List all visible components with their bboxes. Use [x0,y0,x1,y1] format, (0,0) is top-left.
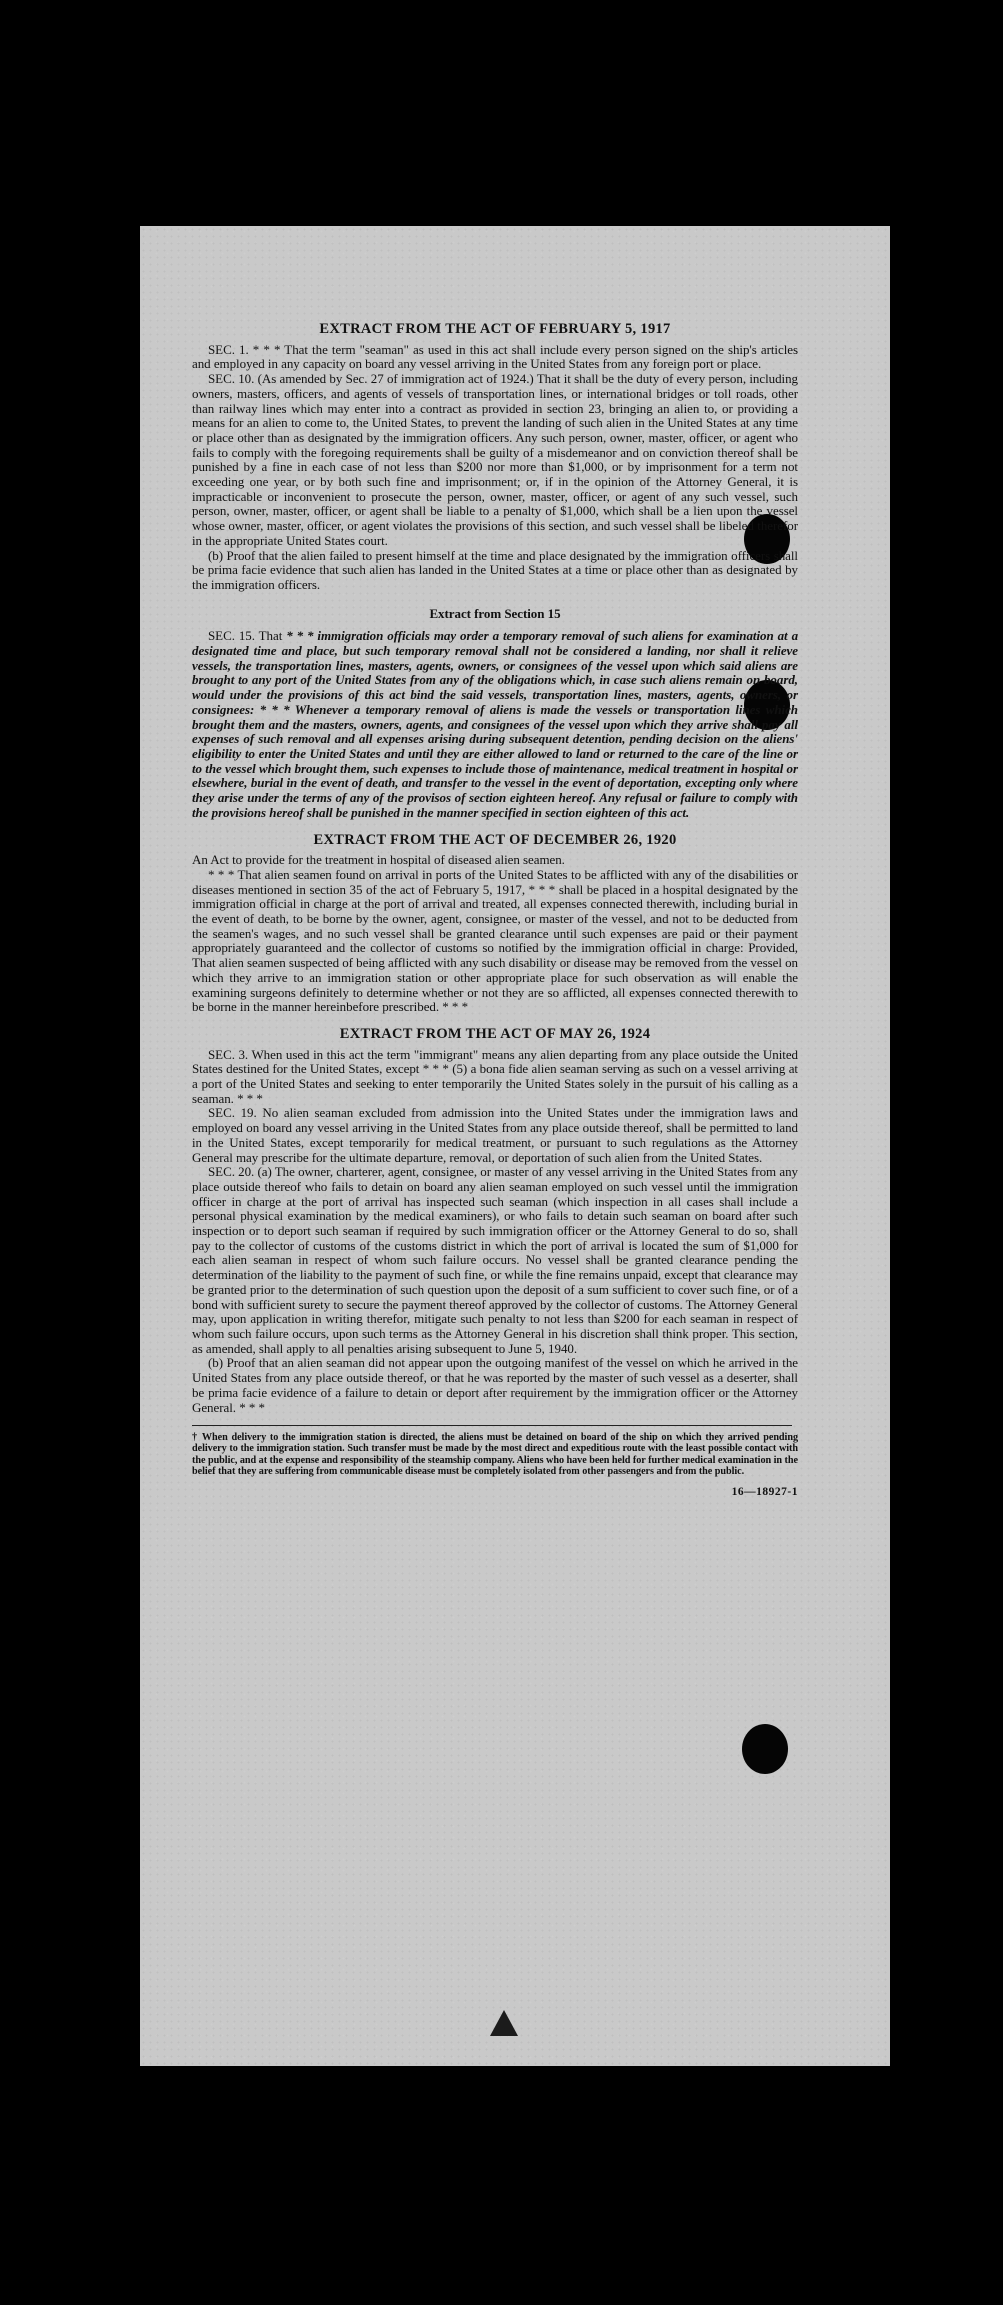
paragraph [192,629,798,820]
paragraph: SEC. 10. (As amended by Sec. 27 of immigration act of 1924.) That it shall be the duty of every person, including owners, masters, officers, and agents of vessels of transportation lines, or international bridges or toll roads, other than railway lines which may enter into a contract as provided in section 23, bringing an alien to, or providing a means for an alien to come to, the United States, to prevent the landing of such alien in the United States at any time or place other than as designated by the immigration officers. Any such person, owner, master, officer, or agent who fails to comply with the foregoing requirements shall be guilty of a misdemeanor and on conviction thereof shall be punished by a fine in each case of not less than $200 nor more than $1,000, or by imprisonment for a term not exceeding one year, or by both such fine and imprisonment; or, if in the opinion of the Attorney General, it is impracticable or inconvenient to prosecute the person, owner, master, officer, or agent of any such vessel, such person, owner, master, officer, or agent shall be liable to a penalty of $1,000, which shall be a lien upon the vessel whose owner, master, officer, or agent violates the provisions of this section, and such vessel shall be libeled therefor in the appropriate United States court. [192,371,798,548]
document-page [140,226,890,2066]
paragraph: SEC. 20. (a) The owner, charterer, agent, consignee, or master of any vessel arriving in the United States from any place outside thereof who fails to detain on board any alien seaman employed on such vessel until the immigration officer in charge at the port of arrival has inspected such seaman (which inspection in all cases shall include a personal physical examination by the medical examiners), or who fails to detain such seaman on board after such inspection or to deport such seaman if required by such immigration officer or the Attorney General to do so, shall pay to the collector of customs of the customs district in which the port of arrival is located the sum of $1,000 for each alien seaman in respect of whom such failure occurs. No vessel shall be granted clearance pending the determination of the liability to the payment of such fine, or while the fine remains unpaid, except that clearance may be granted prior to the determination of such question upon the deposit of a sum sufficient to cover such fine, or of a bond with sufficient surety to secure the payment thereof approved by the collector of customs. The Attorney General may, upon application in writing therefor, mitigate such penalty to not less than $200 for each seaman in respect of whom such failure occurs, upon such terms as the Attorney General in his discretion shall think proper. This section, as amended, shall apply to all penalties arising subsequent to June 5, 1940. [192,1164,798,1356]
punch-hole [742,1724,788,1774]
paragraph: An Act to provide for the treatment in hospital of diseased alien seamen. [192,852,565,868]
footnote: † When delivery to the immigration station is directed, the aliens must be detained on board of the ship on which they arrived pending delivery to the immigration station. Such transfer must be made by the most direct and expeditious route with the least possible contact with the public, and at the expense and responsibility of the steamship company. Aliens who have been held for further medical examination in the belief that they are suffering from communicable disease must be completely isolated from other passengers and from the public. [192,1432,798,1477]
paragraph: SEC. 19. No alien seaman excluded from admission into the United States under the immigration laws and employed on board any vessel arriving in the United States from any place outside thereof, shall be permitted to land in the United States, except temporarily for medical treatment, or pursuant to such regulations as the Attorney General may prescribe for the ultimate departure, removal, or deportation of such alien from the United States. [192,1105,798,1165]
paragraph: SEC. 1. * * * That the term "seaman" as used in this act shall include every person signed on the ship's articles and employed in any capacity on board any vessel arriving in the United States from any foreign port or place. [192,341,798,372]
section-heading: EXTRACT FROM THE ACT OF DECEMBER 26, 1920 [313,831,677,848]
paragraph: (b) Proof that the alien failed to present himself at the time and place designated by the immigration officers shall be prima facie evidence that such alien has landed in the United States at a time or place other than as designated by the immigration officers. [192,547,798,592]
paragraph: (b) Proof that an alien seaman did not appear upon the outgoing manifest of the vessel on which he arrived in the United States from any place outside thereof, or that he was reported by the master of such vessel as a deserter, shall be prima facie evidence of a failure to detain or deport after requirement by the immigration officer or the Attorney General. * * * [192,1355,798,1415]
ink-mark [490,2010,518,2036]
footnote-rule [192,1425,792,1426]
italic-text: * * * immigration officials may order a temporary removal of such aliens for examination at a designated time and place, but such temporary removal shall not be considered a landing, nor shall it relieve vessels, the transportation lines, masters, agents, owners, or consignees of the vessel upon which said aliens are brought to any port of the United States from any of the obligations which, in case such aliens remain on board, would under the provisions of this act bind the said vessels, transportation lines, masters, agents, owners, or consignees: * * * Whenever a temporary removal of aliens is made the vessels or transportation lines which brought them and the masters, owners, agents, and consignees of the vessel upon which they arrive shall pay all expenses of such removal and all expenses arising during subsequent detention, pending decision on the aliens' eligibility to enter the United States and until they are either allowed to land or returned to the care of the line or to the vessel which brought them, such expenses to include those of maintenance, medical treatment in hospital or elsewhere, burial in the event of death, and transfer to the vessel in the event of deportation, excepting only where they arise under the terms of any of the provisos of section eighteen hereof. Any refusal or failure to comply with the provisions hereof shall be punished in the manner specified in section eighteen of this act. [192,628,799,820]
section-heading: EXTRACT FROM THE ACT OF MAY 26, 1924 [339,1025,651,1042]
section-subheading: Extract from Section 15 [429,605,561,621]
paragraph: SEC. 3. When used in this act the term "immigrant" means any alien departing from any place outside the United States destined for the United States, except * * * (5) a bona fide alien seaman serving as such on a vessel arriving at a port of the United States and seeking to enter temporarily the United States solely in the pursuit of his calling as a seaman. * * * [192,1046,798,1106]
paragraph: * * * That alien seamen found on arrival in ports of the United States to be afflicted with any of the disabilities or diseases mentioned in section 35 of the act of February 5, 1917, * * * shall be placed in a hospital designated by the immigration official in charge at the port of arrival and treated, all expenses connected therewith, including burial in the event of death, to be borne by the owner, agent, consignee, or master of the vessel, and not to be deducted from the seamen's wages, and no such vessel shall be granted clearance until such expenses are paid or their payment appropriately guaranteed and the collector of customs so notified by the immigration official in charge: Provided, That alien seamen suspected of being afflicted with any such disability or disease may be removed from the vessel on which they arrive to an immigration station or other appropriate place for such observation as will enable the examining surgeons definitely to determine whether or not they are so afflicted, all expenses connected therewith to be borne in the manner hereinbefore prescribed. * * * [192,866,798,1015]
section-heading: EXTRACT FROM THE ACT OF FEBRUARY 5, 1917 [319,321,671,337]
document-body [192,322,798,1500]
form-number: 16—18927-1 [731,1486,798,1499]
section-lead: SEC. 15. That [208,628,283,644]
